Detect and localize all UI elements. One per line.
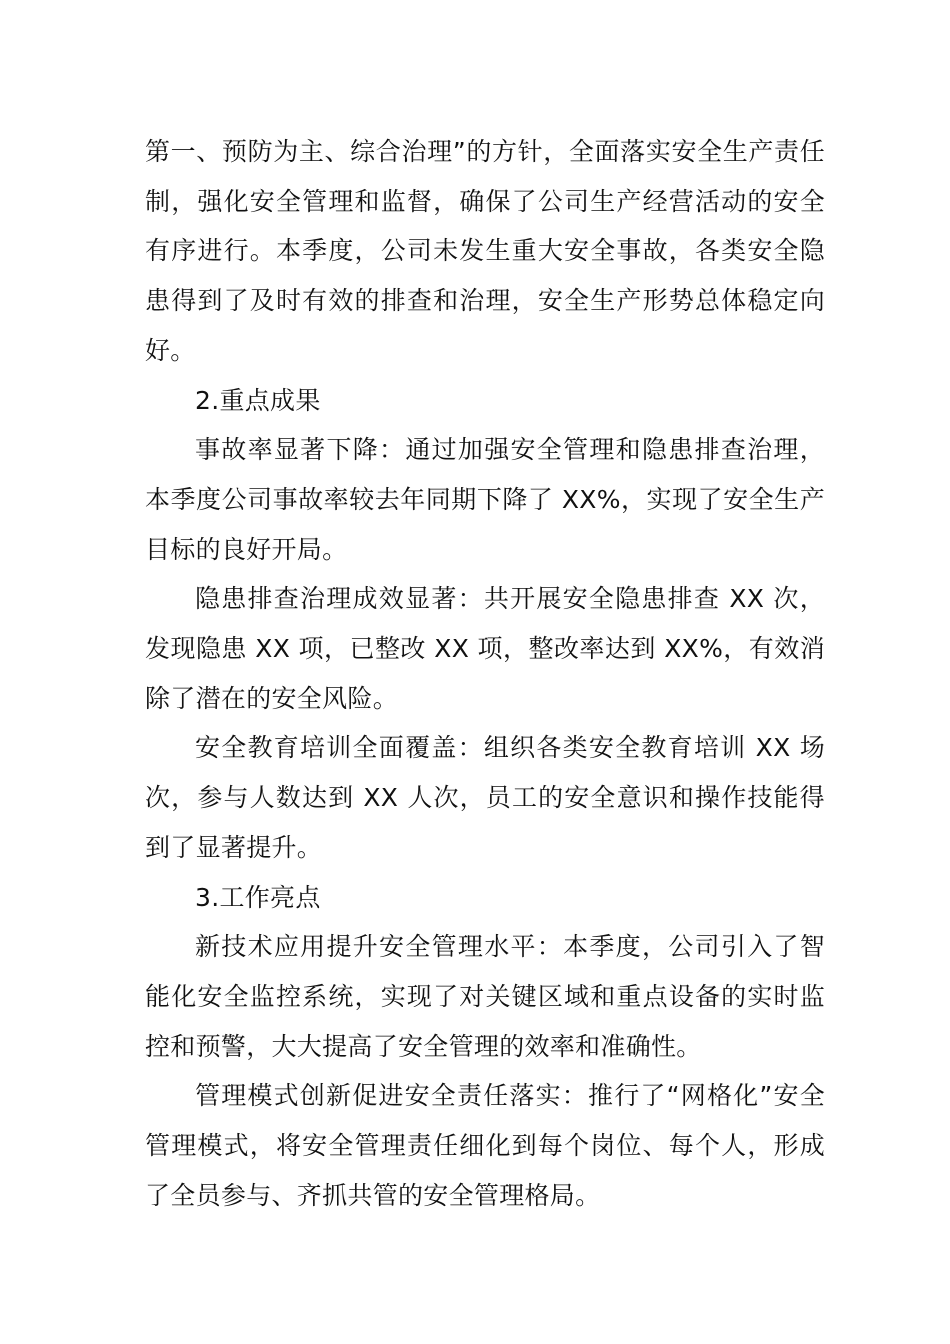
section-heading-highlights: 3.工作亮点 (195, 882, 321, 912)
section-heading-key-results: 2.重点成果 (195, 385, 321, 415)
paragraph-hazard-inspection: 隐患排查治理成效显著：共开展安全隐患排查 XX 次，发现隐患 XX 项，已整改 XX 项，整改率达到 XX%，有效消除了潜在的安全风险。 (145, 584, 825, 713)
paragraph-management-innovation: 管理模式创新促进安全责任落实：推行了“网格化”安全管理模式，将安全管理责任细化到每个岗位、每个人，形成了全员参与、齐抓共管的安全管理格局。 (145, 1081, 825, 1210)
paragraph-continuation: 第一、预防为主、综合治理”的方针，全面落实安全生产责任制，强化安全管理和监督，确保了公司生产经营活动的安全有序进行。本季度，公司未发生重大安全事故，各类安全隐患得到了及时有效的排查和治理，安全生产形势总体稳定向好。 (145, 137, 825, 365)
paragraph-accident-rate: 事故率显著下降：通过加强安全管理和隐患排查治理，本季度公司事故率较去年同期下降了 XX%，实现了安全生产目标的良好开局。 (145, 435, 825, 564)
document-body (145, 127, 825, 1220)
paragraph-safety-training: 安全教育培训全面覆盖：组织各类安全教育培训 XX 场次，参与人数达到 XX 人次，员工的安全意识和操作技能得到了显著提升。 (145, 733, 825, 862)
paragraph-new-technology: 新技术应用提升安全管理水平：本季度，公司引入了智能化安全监控系统，实现了对关键区域和重点设备的实时监控和预警，大大提高了安全管理的效率和准确性。 (145, 932, 825, 1061)
